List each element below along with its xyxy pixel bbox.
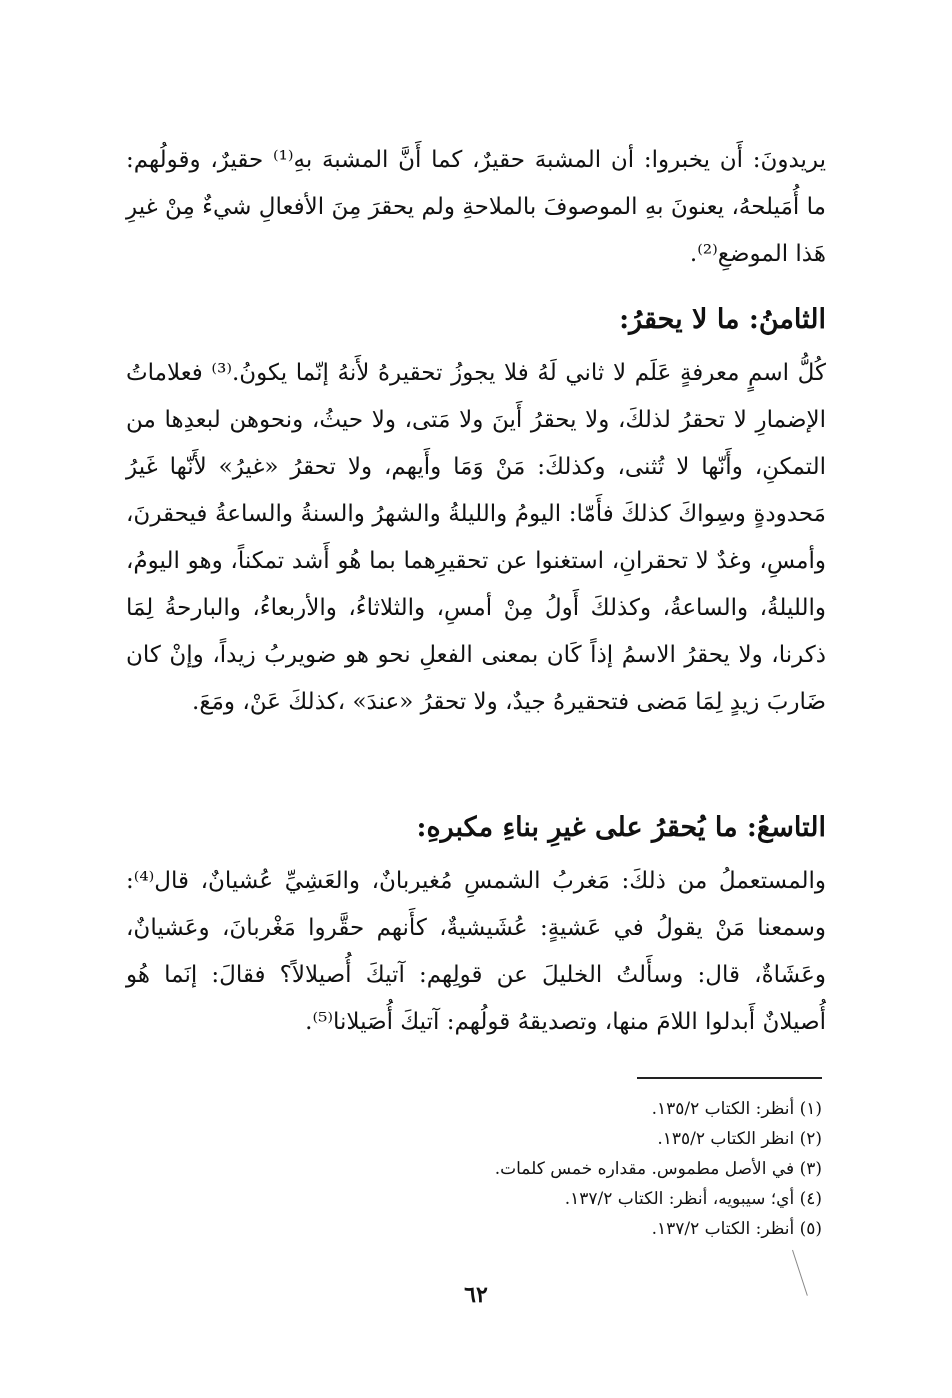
footnote-1: (١) أنظر: الكتاب ١٣٥/٢. bbox=[651, 1099, 822, 1119]
paragraph-2: كُلُّ اسمٍ معرفةٍ عَلَم لا ثاني لَهُ فلا يجوزُ تحقيرهُ لأَنهُ إنّما يكونُ.⁽³⁾ فعلاماتُ الإضمارِ لا تحقرُ لذلكَ، ولا يحقرُ أَينَ ولا مَتى، ولا حيثُ، ونحوهن لبعدِها من التمكنِ، وأَنّها لا تُثنى، وكذلكَ: مَنْ وَمَا وأَيهم، ولا تحقرُ «غيرُ» لأَنّها غَيرُ مَحدودةٍ وسِواكَ كذلكَ فأَمّا: اليومُ والليلةُ والشهرُ والسنةُ والساعةُ فيحقرنَ، وأمسِ، وغدٌ لا تحقرانِ، استغنوا عن تحقيرِهما بما هُو أَشد تمكناً، وهو اليومُ، والليلةُ، والساعةُ، وكذلكَ أَولُ مِنْ أمسِ، والثلاثاءُ، والأربعاءُ، والبارحةُ لِمَا ذكرنا، ولا يحقرُ الاسمُ إذاً كَان بمعنى الفعلِ نحو هو ضويربُ زيداً، وإنْ كان ضَاربَ زيدٍ لِمَا مَضى فتحقيرهُ جيدٌ، ولا تحقرُ «عندَ» ،كذلكَ عَنْ، ومَعَ. bbox=[126, 360, 827, 715]
footnote-divider bbox=[637, 1077, 822, 1079]
footnote-4: (٤) أي؛ سيبويه، أنظر: الكتاب ١٣٧/٢. bbox=[564, 1189, 822, 1209]
heading-8-block bbox=[126, 300, 826, 340]
footnote-3: (٣) في الأصل مطموس. مقداره خمس كلمات. bbox=[494, 1159, 822, 1179]
section-heading-eighth: الثامنُ: ما لا يحقرُ: bbox=[619, 304, 826, 335]
footnote-5: (٥) أنظر: الكتاب ١٣٧/٢. bbox=[651, 1219, 822, 1239]
page-number: ٦٢ bbox=[464, 1282, 488, 1308]
paragraph-1: يريدونَ: أَن يخبروا: أن المشبهَ حقيرٌ، كما أَنَّ المشبهَ بهِ⁽¹⁾ حقيرٌ، وقولُهم: ما أُمَيلحهُ، يعنونَ بهِ الموصوفَ بالملاحةِ ولم يحقرَ مِنَ الأفعالِ شيءٌ مِنْ غيرِ هَذا الموضعِ⁽²⁾. bbox=[126, 147, 827, 267]
section-heading-ninth: التاسعُ: ما يُحقرُ على غيرِ بناءِ مكبرهِ: bbox=[416, 812, 826, 843]
heading-9-block bbox=[126, 808, 826, 848]
paragraph-2-block bbox=[126, 350, 826, 726]
footnotes bbox=[262, 1094, 822, 1244]
footnote-2: (٢) انظر الكتاب ١٣٥/٢. bbox=[657, 1129, 822, 1149]
paragraph-3: والمستعملُ من ذلكَ: مَغربُ الشمسِ مُغيربانٌ، والعَشِيِّ عُشيانٌ، قال⁽⁴⁾: وسمعنا مَنْ يقولُ في عَشيةٍ: عُشَيشيةٌ، كأَنهم حقَّروا مَغْربانَ، وعَشيانٌ، وعَشَاةٌ، قال: وسأَلتُ الخليلَ عن قولِهم: آتيكَ أُصيلالاً؟ فقالَ: إنَما هُو أُصيلانٌ أَبدلوا اللامَ منها، وتصديقهُ قولُهم: آتيكَ أُصَيلانا⁽⁵⁾. bbox=[126, 868, 826, 1035]
paragraph-3-block bbox=[126, 858, 826, 1046]
paragraph-1-block bbox=[126, 137, 826, 278]
